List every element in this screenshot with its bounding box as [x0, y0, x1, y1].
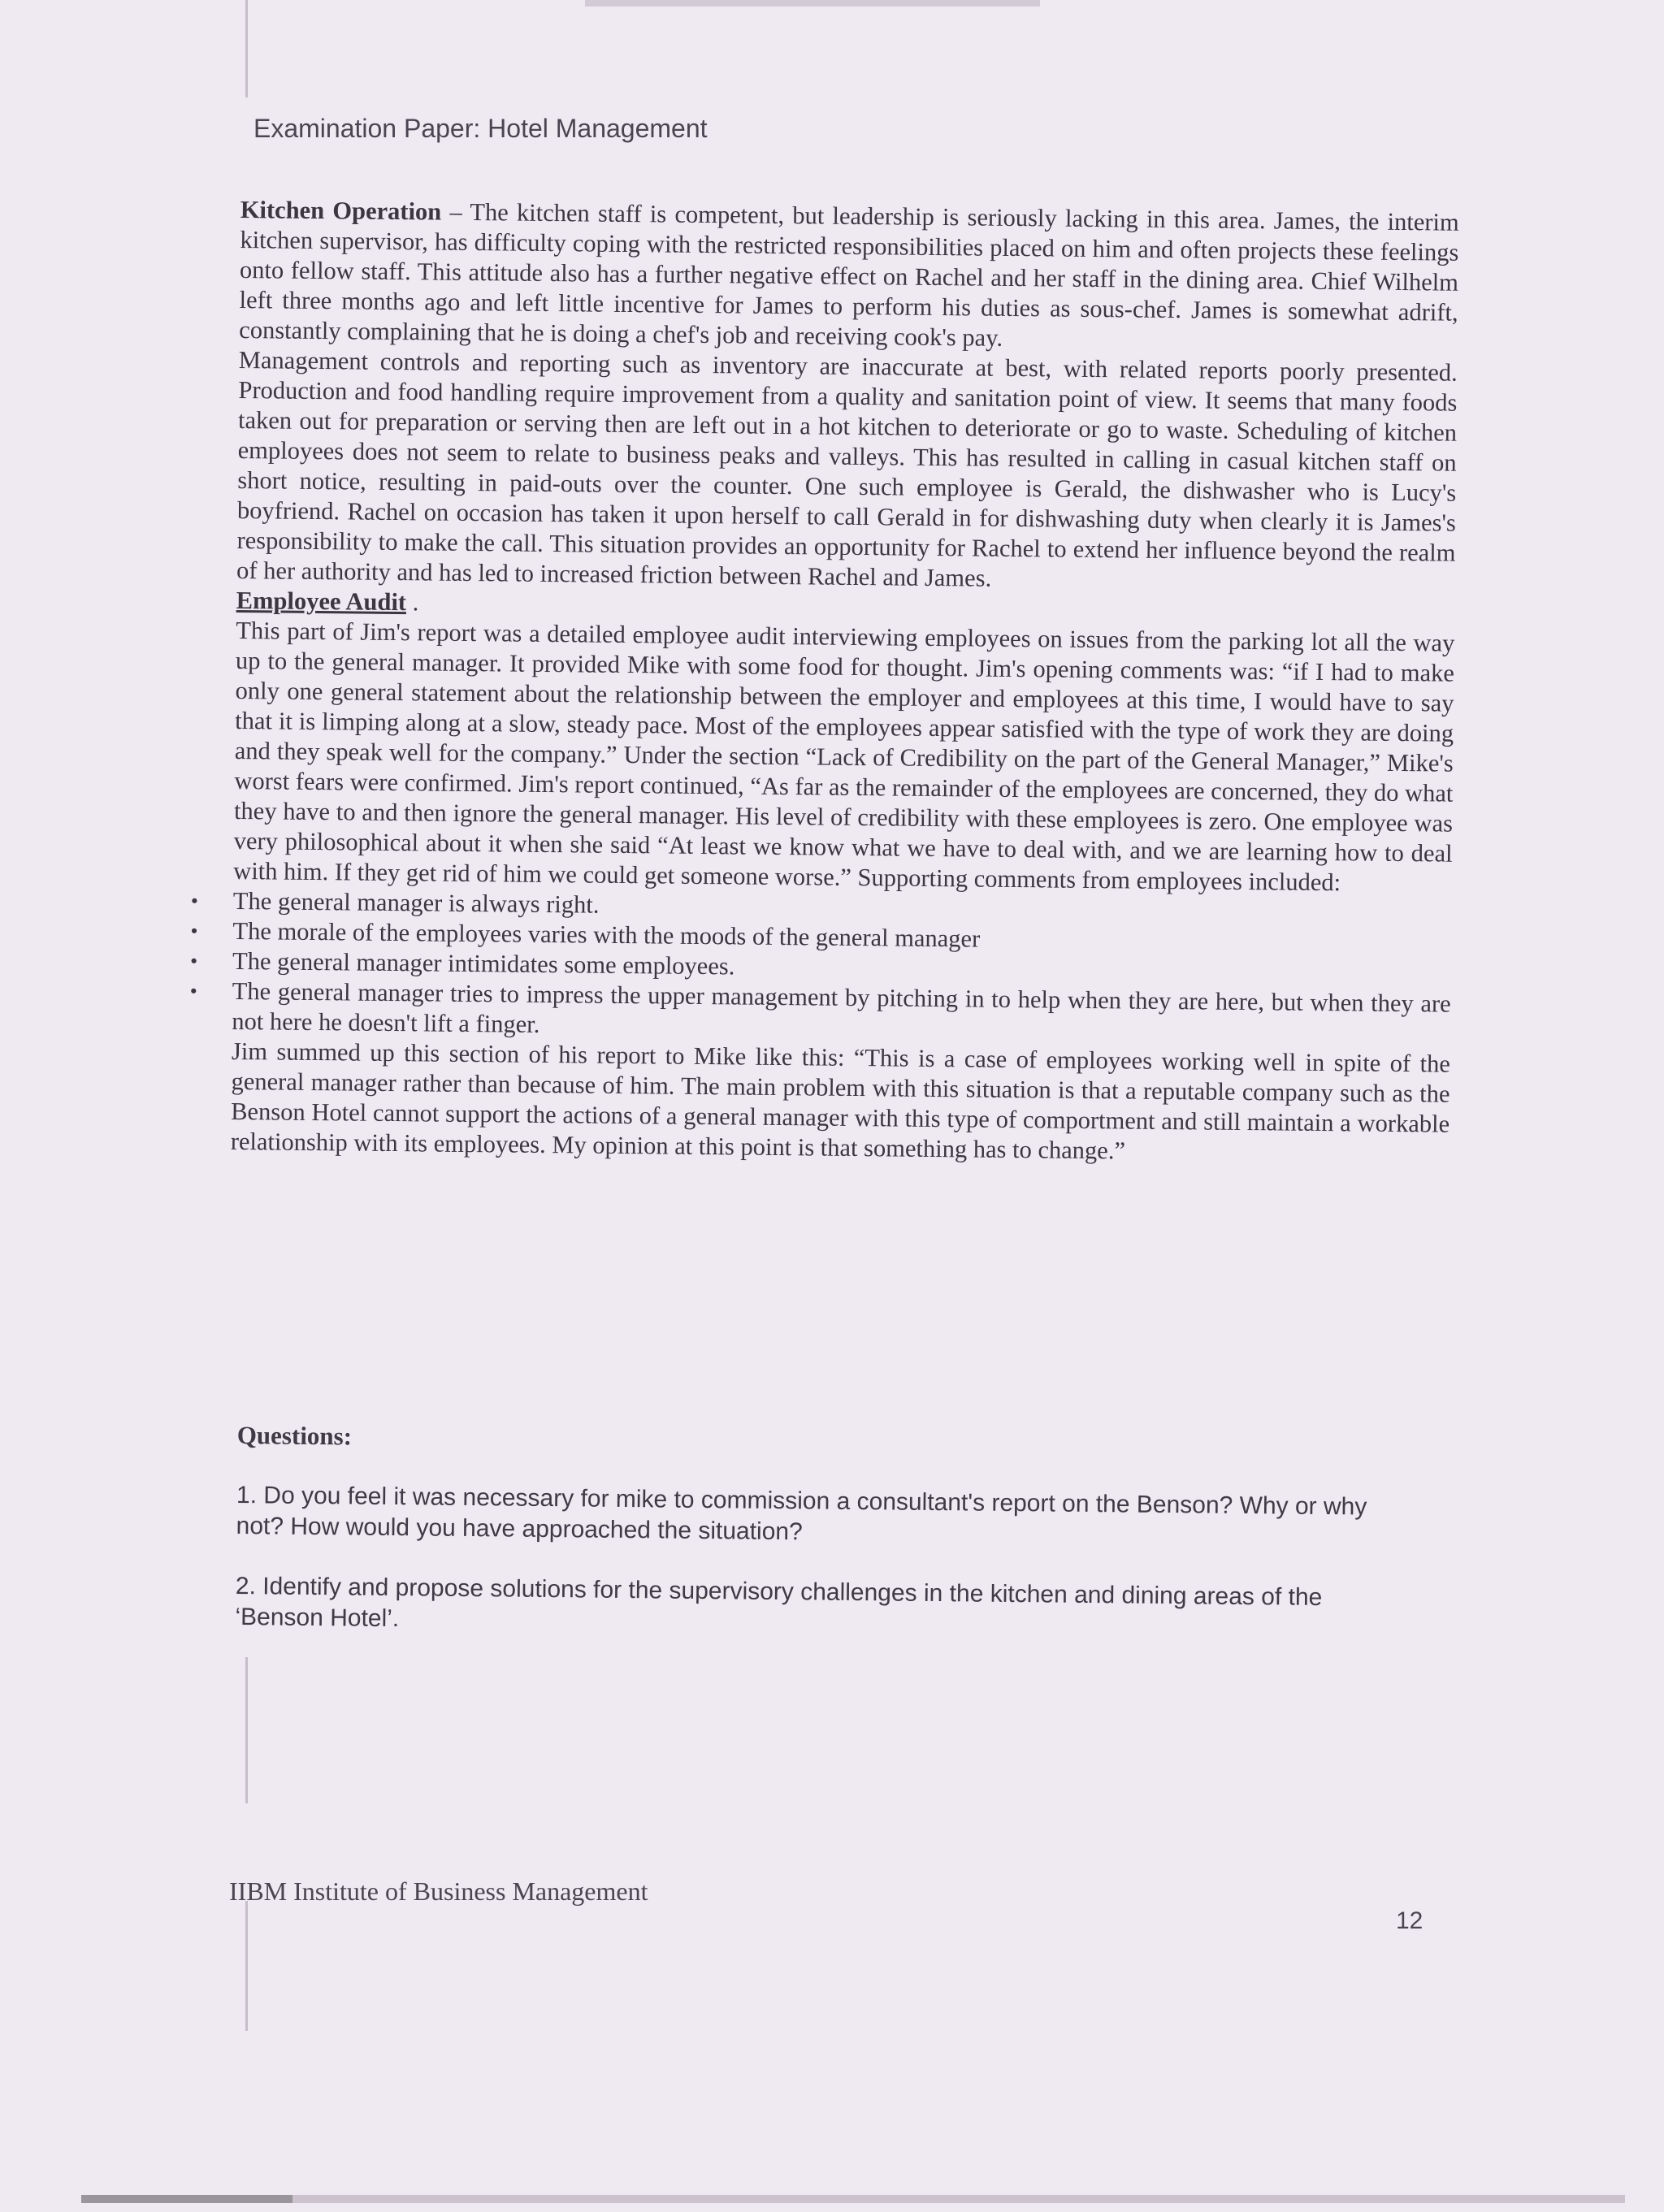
- list-item: • The general manager intimidates some employees.: [232, 946, 1451, 989]
- list-item: • The general manager is always right.: [233, 886, 1452, 929]
- margin-mark: [245, 0, 248, 97]
- margin-mark: [245, 1657, 248, 1803]
- body-text: [231, 195, 1459, 1170]
- summary-paragraph: Jim summed up this section of his report to Mike like this: “This is a case of employees working well in spite of the general manager rather than because of him. The main problem with this situation is that a reputable company such as the Benson Hotel cannot support the actions of a general manager with this type of comportment and still maintain a workable relationship with its employees. My opinion at this point is that something has to change.”: [230, 1037, 1451, 1165]
- page-header: Examination Paper: Hotel Management: [254, 114, 708, 143]
- audit-paragraph: This part of Jim's report was a detailed employee audit interviewing employees on issues from the parking lot all the way up to the general manager. It provided Mike with some food for thought. Jim's opening comments was: “if I had to make only one general statement about the relationship between the employer and employees at this time, I would have to say that it is limping along at a slow, steady pace. Most of the employees appear satisfied with the type of work they are doing and they speak well for the company.” Under the section “Lack of Credibility on the part of the General Manager,” Mike's worst fears were confirmed. Jim's report continued, “As far as the remainder of the employees are concerned, they do what they have to and then ignore the general manager. His level of credibility with these employees is zero. One employee was very philosophical about it when she said “At least we know what we have to deal with, and we are learning how to deal with him. If they get rid of him we could get someone worse.” Supporting comments from employees included:: [233, 616, 1455, 897]
- questions-heading: Questions:: [236, 1421, 353, 1451]
- list-item: • The morale of the employees varies with the moods of the general manager: [232, 916, 1451, 959]
- question-item: 1. Do you feel it was necessary for mike to commission a consultant's report on the Benson? Why or why not? How would you have approached the situation?: [236, 1481, 1367, 1546]
- kitchen-paragraph: [239, 195, 1459, 358]
- question-item: 2. Identify and propose solutions for the supervisory challenges in the kitchen and dining areas of the ‘Benson Hotel’.: [235, 1572, 1323, 1633]
- kitchen-lead: Kitchen Operation: [240, 195, 442, 226]
- audit-heading: Employee Audit: [236, 586, 407, 617]
- comments-list: [232, 886, 1452, 1050]
- footer-institute: IIBM Institute of Business Management: [229, 1877, 648, 1906]
- margin-mark: [245, 1901, 248, 2031]
- scan-artifact-top: [585, 0, 1040, 6]
- list-item: • The general manager tries to impress the upper management by pitching in to help when they are here, but when they are not here he doesn't lift a finger.: [232, 976, 1451, 1050]
- page-number: 12: [1396, 1907, 1424, 1934]
- scan-artifact-bottom: [81, 2195, 1625, 2203]
- kitchen-text: – The kitchen staff is competent, but leadership is seriously lacking in this area. James, the interim kitchen supervisor, has difficulty coping with the restricted responsibilities placed on him and often projects these feelings onto fellow staff. This attitude also has a further negative effect on Rachel and her staff in the dining area. Chief Wilhelm left three months ago and left little incentive for James to perform his duties as sous-chef. James is somewhat adrift, constantly complaining that he is doing a chef's job and receiving cook's pay.: [239, 197, 1459, 352]
- questions-section: [235, 1420, 1407, 1674]
- management-paragraph: Management controls and reporting such as inventory are inaccurate at best, with related reports poorly presented. Production and food handling require improvement from a quality and sanitation point of view. It seems that many foods taken out for preparation or serving then are left out in a hot kitchen to deteriorate or go to waste. Scheduling of kitchen employees does not seem to relate to business peaks and valleys. This has resulted in calling in casual kitchen staff on short notice, resulting in paid-outs over the counter. One such employee is Gerald, the dishwasher who is Lucy's boyfriend. Rachel on occasion has taken it upon herself to call Gerald in for dishwashing duty when clearly it is James's responsibility to make the call. This situation provides an opportunity for Rachel to extend her influence beyond the realm of her authority and has led to increased friction between Rachel and James.: [236, 345, 1458, 592]
- audit-heading-suffix: .: [405, 588, 419, 617]
